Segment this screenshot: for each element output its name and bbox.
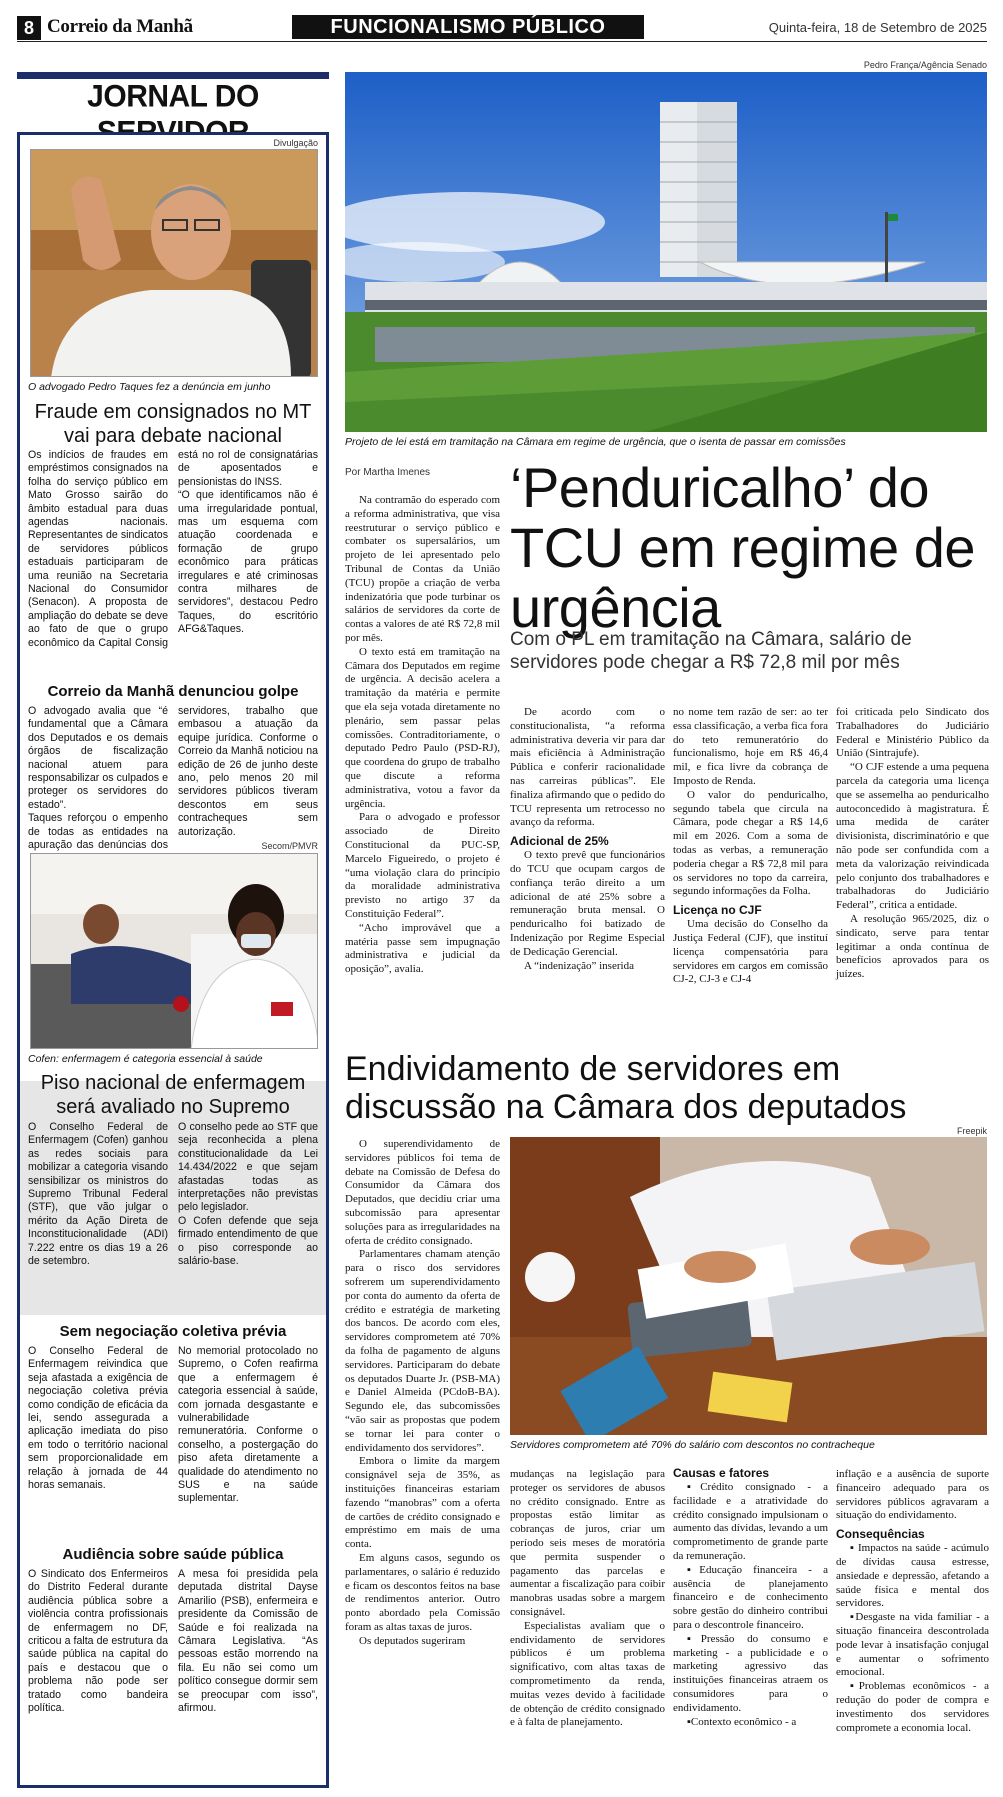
paragraph: ▪Contexto econômico - a [687,1715,797,1728]
paragraph: Os indícios de fraudes em empréstimos consignados na folha do serviço público em Mato Grosso sairão do âmbito estadual para duas agendas nacionais. Representantes de sindicatos de servidores públicos estaduais participaram de uma reunião na Secretaria Nacional do Consumidor (Senacon). A proposta de ampliação do debate se deve ao fato de que o grupo econômico da Capital Consig está no rol de consignatárias de aposentados e pensionistas do INSS. [28,449,318,649]
paragraph: mudanças na legislação para proteger os servidores de abusos no crédito consignado. Entre as propostas estão limitar as cobranças de juros, criar um período seis meses de moratória que permita suspender o pagamento das parcelas e aumentar a fiscalização para coibir manobras usadas sobre a margem consignável. [510,1468,665,1618]
man-portrait-illustration [31,150,318,377]
paragraph: O Cofen defende que seja firmado entendimento de que o piso corresponde ao salário-base. [178,1214,318,1268]
newspaper-name: Correio da Manhã [47,16,193,37]
sidebar-box [17,132,329,1788]
paragraph: Parlamentares chamam atenção para o risco dos servidores sofrerem um superendividamento por conta do aumento da oferta de crédito e estratégia de marketing dos bancos. De acordo com eles, servidores comprometem até 70% da folha de pagamento de alguns servidores. Participaram do debate os deputados Duarte Jr. (PSB-MA) e Daniel Almeida (PCdoB-BA). Segundo ele, das subcomissões “vão sair as propostas que podem se tornar lei para conter o endividamento dos servidores”. [345,1248,500,1454]
paragraph: Especialistas avaliam que o endividamento de servidores públicos é um problema significativo, com altas taxas de comprometimento da renda, muitas vezes devido à facilidade de obtenção de crédito consignado e à falta de planejamento. [510,1619,665,1729]
second-column-3 [673,1466,828,1788]
nurse-blood-donation-illustration [31,854,318,1049]
paragraph: inflação e a ausência de suporte financeiro adequado para os servidores públicos agravaram a situação do endividamento. [836,1468,989,1522]
story-headline: Piso nacional de enfermagem será avaliado no Supremo [40,1072,306,1118]
photo-credit: Divulgação [273,138,318,148]
photo-nurse [30,853,318,1049]
paragraph: foi criticada pelo Sindicato dos Trabalhadores do Judiciário Federal e Ministério Público da União (Sintrajufe). [836,706,989,760]
section-title: FUNCIONALISMO PÚBLICO [292,15,644,39]
second-column-1 [345,1138,500,1788]
sidebar-top-rule [17,72,329,79]
story-body-3 [28,1568,318,1778]
second-headline: Endividamento de servidores em discussão na Câmara dos deputados [345,1050,907,1126]
photo-pedro-taques [30,149,318,377]
paragraph: A mesa foi presidida pela deputada distrital Dayse Amarilio (PSB), enfermeira e presidente da Comissão de Saúde e foi realizada na Câmara Legislativa. “As pessoas estão morrendo na fila. Eu não sei como um político consegue dormir sem se preocupar com isso”, afirmou. [178,1568,318,1715]
story-subhead: Audiência sobre saúde pública [62,1546,284,1563]
paragraph: Para o advogado e professor associado de Direito Constitucional da PUC-SP, Marcelo Figueiredo, o projeto é “uma violação clara do princípio da moralidade administrativa previsto no artigo 37 da Constituição Federal”. [345,811,500,920]
photo-credit: Pedro França/Agência Senado [863,60,987,70]
subhead: Licença no CJF [673,903,762,918]
paragraph: ▪Desgaste na vida familiar - a situação financeira descontrolada pode levar à insatisfação conjugal e aumentar o sofrimento emocional. [836,1611,989,1679]
paragraph: O texto prevê que funcionários do TCU que ocupam cargos de confiança terão direito a um adicional de até 25% sobre a remuneração bruta mensal. O penduricalho foi batizado de Indenização por Regime Especial de Dedicação Gerencial. [510,849,665,958]
paragraph: Taques reforçou o empenho de todas as entidades na apuração das denúncias dos servidores, trabalho que embasou a atuação da equipe jurídica. Conforme o Correio da Manhã noticiou na edição de 26 de junho deste ano, pelo menos 20 mil servidores públicos tiveram descontos em seus contracheques sem autorização. [28,705,318,852]
photo-caption: Cofen: enfermagem é categoria essencial à saúde [28,1053,263,1065]
subhead: Adicional de 25% [510,834,609,849]
paragraph: O Conselho Federal de Enfermagem reivindica que seja afastada a exigência de negociação coletiva prévia como condição de eficácia da lei, sendo assegurada a aplicação imediata do piso em todo o território nacional sem proporcionalidade em relação à jornada de 44 horas semanais. [28,1345,168,1492]
second-column-2 [510,1468,665,1788]
paragraph: ▪Educação financeira - a ausência de planejamento financeiro e de conhecimento sobre gestão do dinheiro contribui para o descontrole financeiro. [673,1563,828,1631]
photo-credit: Freepik [956,1126,987,1136]
paragraph: A “indenização” inserida [524,959,634,972]
main-deck: Com o PL em tramitação na Câmara, salário de servidores pode chegar a R$ 72,8 mil por mês [510,629,912,673]
paragraph: Em alguns casos, segundo os parlamentares, o salário é reduzido e ficam os descontos feitos na base de rendimentos anterior. Outro ponto abordado pela Comissão foram as altas taxas de juros. [345,1551,500,1633]
sidebar-jornal-do-servidor [17,72,329,1788]
story-body [28,449,318,677]
paragraph: Na contramão do esperado com a reforma administrativa, que visa reestruturar o serviço público e combater os supersalários, um projeto de lei apresentado pelo Tribunal de Contas da União (TCU) propõe a criação de verba indenizatória que pode turbinar os salários de servidores da corte de contas a valores de até R$ 72,8 mil por mês. [345,494,500,644]
paragraph: De acordo com o constitucionalista, “a reforma administrativa deveria vir para dar mais eficiência à Administração Pública e conferir racionalidade nas carreiras públicas”. Ele finaliza afirmando que o pedido do TCU representa um retrocesso no avanço da reforma. [510,706,665,829]
photo-caption: Servidores comprometem até 70% do salário com descontos no contracheque [510,1439,875,1451]
paragraph: “O que identificamos não é uma irregularidade pontual, mas um esquema com atuação coordenada e formação de grupo econômico para práticas irregulares e até criminosas contra milhares de servidores”, destacou Pedro Taques, do escritório AFG&Taques. [178,489,318,636]
paragraph: A resolução 965/2025, diz o sindicato, serve para tentar legitimar a onda contínua de benefícios aprovados para os juízes. [836,912,989,981]
paragraph: O advogado avalia que “é fundamental que a Câmara dos Deputados e os demais órgãos de fiscalização nacional atuem para responsabilizar os culpados e proteger os servidores do estado”. [28,705,168,811]
photo-credit: Secom/PMVR [261,841,318,851]
national-congress-illustration [345,72,987,432]
main-column-4 [836,706,989,1026]
paragraph: Embora o limite da margem consignável seja de 35%, as instituições financeiras estariam fazendo “manobras” com a oferta de cartões de crédito consignado e empréstimo em mais de uma conta. [345,1455,500,1551]
story-subhead: Correio da Manhã denunciou golpe [47,683,299,700]
photo-debt-desk [510,1137,987,1435]
story-body [28,1121,318,1311]
second-column-4 [836,1468,989,1788]
photo-caption: Projeto de lei está em tramitação na Câmara em regime de urgência, que o isenta de passar em comissões [345,436,846,448]
main-column-1 [345,494,500,1024]
story-subhead: Sem negociação coletiva prévia [59,1323,287,1340]
main-column-3 [673,706,828,1026]
page-header [17,14,987,42]
subhead: Consequências [836,1527,925,1542]
paragraph: “O CJF estende a uma pequena parcela da categoria uma licença que se assemelha ao penduricalho autoconcedido à magistratura. É uma medida de caráter divisionista, discriminatório e que não pode ser confundida com a meta da valorização reivindicada pelo conjunto dos trabalhadores e trabalhadoras do Judiciário Federal”, critica a entidade. [836,761,989,912]
paragraph: O Sindicato dos Enfermeiros do Distrito Federal durante audiência pública sobre a violência contra profissionais de enfermagem no DF, criticou a falta de estrutura da saúde pública na capital do país e destacou que o problema não pode ser tratado como bandeira política. [28,1568,168,1715]
paragraph: Uma decisão do Conselho da Justiça Federal (CJF), que instituí licença compensatória para servidores em cargos em comissão CJ-2, CJ-3 e CJ-4 [673,918,828,986]
subhead: Causas e fatores [673,1466,770,1480]
paragraph: ▪Crédito consignado - a facilidade e a atratividade do crédito consignado impulsionam o aumento das dívidas, levando a um comprometimento de grande parte da remuneração. [673,1481,828,1562]
paragraph: O conselho pede ao STF que seja reconhecida a plena constitucionalidade da Lei 14.434/2022 e que sejam afastadas todas as interpretações não previstas pelo legislador. [178,1121,318,1214]
story-headline: Fraude em consignados no MT vai para debate nacional [34,401,312,447]
paragraph: O superendividamento de servidores públicos foi tema de debate na Comissão de Defesa do Consumidor da Câmara dos Deputados, que decidiu criar uma subcomissão para apresentar soluções para as irregularidades na oferta de crédito consignado. [345,1138,500,1247]
sidebar-title: JORNAL DO [87,79,259,114]
page-number: 8 [17,16,41,40]
paragraph: O valor do penduricalho, segundo tabela que circula na Câmara, pode chegar a R$ 14,6 mil em 2026. Com a soma de todas as verbas, a remuneração poderia chegar a R$ 72,8 mil para os servidores no topo da carreira, segundo informações da Folha. [673,788,828,898]
paragraph: O Conselho Federal de Enfermagem (Cofen) ganhou as redes sociais para mobilizar a categoria visando sensibilizar os ministros do Supremo Tribunal Federal (STF), que vão julgar o mérito da Ação Direta de Inconstitucionalidade (ADI) 7.222 entre os dias 19 a 26 de setembro. [28,1121,168,1268]
paragraph: ▪Pressão do consumo e marketing - a publicidade e o marketing agressivo das instituições financeiras atraem os consumidores para o endividamento. [673,1632,828,1714]
issue-date: Quinta-feira, 18 de Setembro de 2025 [768,20,987,35]
paragraph: “Acho improvável que a matéria passe sem impugnação administrativa e judicial da oposição”, avalia. [345,921,500,976]
photo-congress [345,72,987,432]
paragraph: Os deputados sugeriram [359,1634,466,1647]
main-column-2 [510,706,665,1026]
desk-calculator-illustration [510,1137,987,1435]
paragraph: no nome tem razão de ser: ao ter essa classificação, a verba fica fora do teto remuneratório do funcionalismo, hoje em R$ 46,4 mil, e fica livre da cobrança de Imposto de Renda. [673,706,828,787]
story-body-2 [28,1345,318,1535]
photo-caption: O advogado Pedro Taques fez a denúncia em junho [28,381,271,393]
paragraph: O texto está em tramitação na Câmara dos Deputados em regime de urgência. A decisão acelera a tramitação da matéria e permite que ela seja votada diretamente no plenário, sem passar pelas comissões. Contraditoriamente, o deputado Pedro Paulo (PSD-RJ), que coordena do grupo de trabalho que discute a reforma administrativa, votou a favor da urgência. [345,645,500,810]
paragraph: ▪Problemas econômicos - a redução do poder de compra e investimento dos servidores compromete a economia local. [836,1680,989,1734]
byline: Por Martha Imenes [345,467,431,478]
main-headline: ‘Penduricalho’ do TCU em regime de urgência [510,456,976,639]
paragraph: ▪ Impactos na saúde - acúmulo de dívidas causa estresse, ansiedade e depressão, afetando a saúde física e mental dos servidores. [836,1542,989,1610]
paragraph: No memorial protocolado no Supremo, o Cofen reafirma que a enfermagem é categoria essencial à saúde, com jornada desgastante e vulnerabilidade remuneratória. Conforme o conselho, a postergação do piso afeta diretamente a qualidade do atendimento no SUS e na saúde suplementar. [178,1345,318,1505]
